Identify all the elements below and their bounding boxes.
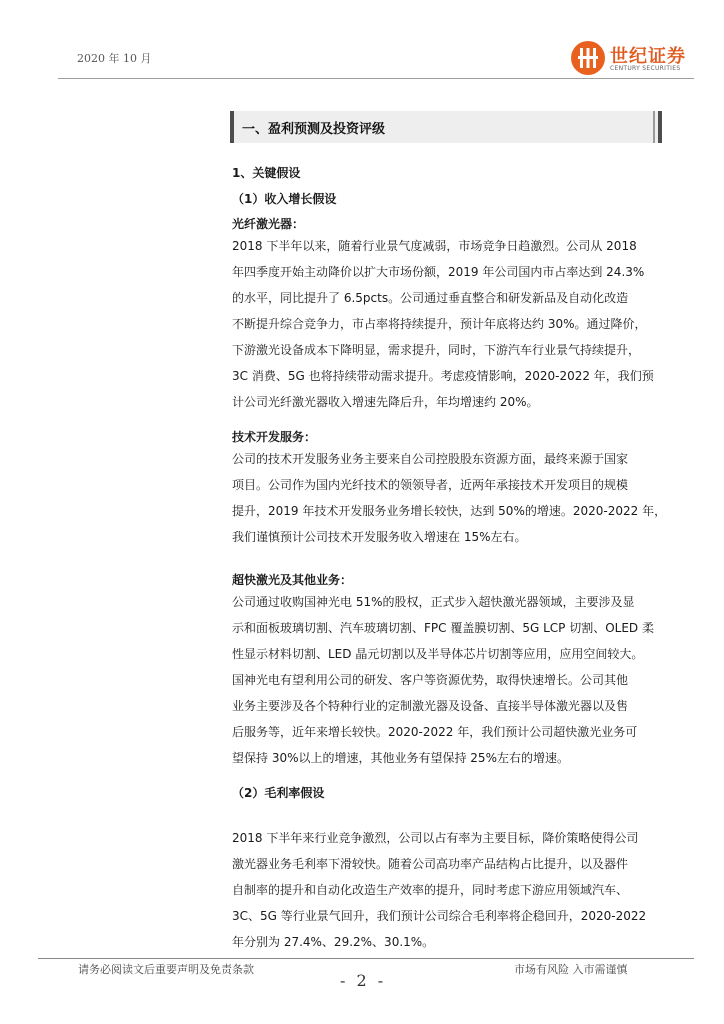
text-line: 3C、5G 等行业景气回升，我们预计公司综合毛利率将企稳回升，2020-2022: [232, 909, 647, 923]
text-line: 后服务等，近年来增长较快。2020-2022 年，我们预计公司超快激光业务可: [232, 725, 638, 739]
text-line: 示和面板玻璃切割、汽车玻璃切割、FPC 覆盖膜切割、5G LCP 切割、OLED 柔: [232, 621, 654, 635]
text-line: 望保持 30%以上的增速，其他业务有望保持 25%左右的增速。: [232, 751, 569, 765]
header-divider: [58, 78, 694, 79]
logo-text: 世纪证券: [610, 46, 686, 67]
heading-tech-dev: 技术开发服务：: [232, 430, 317, 444]
footer-divider: [38, 958, 694, 959]
text-line: 公司的技术开发服务业务主要来自公司控股股东资源方面，最终来源于国家: [232, 452, 629, 466]
text-line: 业务主要涉及各个特种行业的定制激光器及设备、直接半导体激光器以及售: [232, 699, 629, 713]
paragraph-tech-dev: [232, 446, 667, 550]
paragraph-gross-margin: [232, 825, 664, 955]
text-line: 2018 下半年来行业竞争激烈，公司以占有率为主要目标，降价策略使得公司: [232, 831, 639, 845]
paragraph-fiber-laser: [232, 233, 664, 415]
text-line: 2018 下半年以来，随着行业景气度减弱，市场竞争日趋激烈。公司从 2018: [232, 239, 637, 253]
section-title-bar: [230, 111, 662, 143]
footer-risk-warning: 市场有风险 入市需谨慎: [514, 963, 628, 976]
subheading-revenue-growth: （1）收入增长假设: [232, 192, 337, 206]
text-line: 的水平，同比提升了 6.5pcts。公司通过垂直整合和研发新品及自动化改造: [232, 291, 629, 305]
heading-ultrafast-laser: 超快激光及其他业务：: [232, 573, 353, 587]
text-line: 不断提升综合竞争力，市占率将持续提升，预计年底将达约 30%。通过降价，: [232, 317, 647, 331]
text-line: 年分别为 27.4%、29.2%、30.1%。: [232, 935, 435, 949]
text-line: 公司通过收购国神光电 51%的股权，正式步入超快激光器领域，主要涉及显: [232, 595, 635, 609]
subheading-gross-margin: （2）毛利率假设: [232, 786, 325, 800]
subheading-key-assumptions: 1、关键假设: [232, 166, 301, 180]
paragraph-ultrafast-laser: [232, 589, 664, 771]
text-line: 年四季度开始主动降价以扩大市场份额，2019 年公司国内市占率达到 24.3%: [232, 265, 645, 279]
text-line: 项目。公司作为国内光纤技术的领领导者，近两年承接技术开发项目的规模: [232, 478, 629, 492]
text-line: 国神光电有望利用公司的研发、客户等资源优势，取得快速增长。公司其他: [232, 673, 629, 687]
company-logo: [568, 38, 703, 78]
heading-fiber-laser: 光纤激光器：: [232, 217, 305, 231]
logo-subtext: CENTURY SECURITIES: [610, 65, 681, 72]
section-title: 一、盈利预测及投资评级: [242, 122, 386, 137]
text-line: 提升，2019 年技术开发服务业务增长较快，达到 50%的增速。2020-2022 年，: [232, 504, 667, 518]
page-number: - 2 -: [340, 971, 387, 990]
report-date: 2020 年 10 月: [77, 52, 152, 65]
text-line: 自制率的提升和自动化改造生产效率的提升，同时考虑下游应用领域汽车、: [232, 883, 629, 897]
text-line: 3C 消费、5G 也将持续带动需求提升。考虑疫情影响，2020-2022 年，我们预: [232, 369, 654, 383]
footer-disclaimer: 请务必阅读文后重要声明及免责条款: [78, 963, 254, 976]
text-line: 性显示材料切割、LED 晶元切割以及半导体芯片切割等应用，应用空间较大。: [232, 647, 644, 661]
logo-mark-icon: [570, 40, 606, 76]
text-line: 下游激光设备成本下降明显，需求提升，同时，下游汽车行业景气持续提升，: [232, 343, 641, 357]
section-bar-accent: [653, 111, 655, 143]
text-line: 计公司光纤激光器收入增速先降后升，年均增速约 20%。: [232, 395, 539, 409]
text-line: 激光器业务毛利率下滑较快。随着公司高功率产品结构占比提升，以及器件: [232, 857, 629, 871]
text-line: 我们谨慎预计公司技术开发服务收入增速在 15%左右。: [232, 530, 527, 544]
